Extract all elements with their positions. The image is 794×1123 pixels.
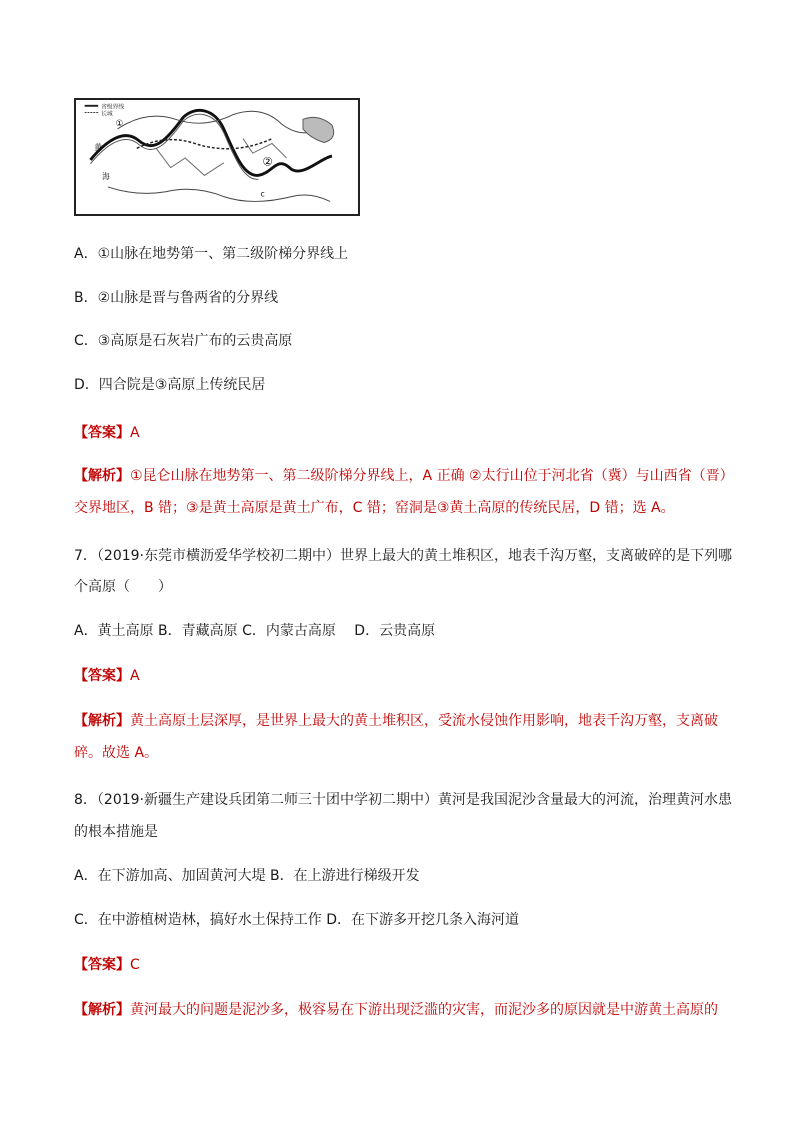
q8-answer xyxy=(74,955,140,975)
answer-tag: 【答案】 xyxy=(74,425,130,441)
legend-wall-label: 长城 xyxy=(101,111,113,118)
answer-tag: 【答案】 xyxy=(74,957,130,973)
q6-answer xyxy=(74,423,140,443)
q7-analysis-line-1 xyxy=(74,711,718,731)
analysis-tag: 【解析】 xyxy=(74,713,130,729)
q8-options-line-1: A．在下游加高、加固黄河大堤 B．在上游进行梯级开发 xyxy=(74,868,420,884)
q7-answer xyxy=(74,666,140,686)
q6-analysis-line-2: 交界地区，B 错；③是黄土高原是黄土广布，C 错；窑洞是③黄土高原的传统民居，D 错；选 A。 xyxy=(74,500,675,516)
map-label-c: c xyxy=(260,189,265,199)
yellow-river-line xyxy=(90,110,332,175)
analysis-text: ①昆仑山脉在地势第一、第二级阶梯分界线上，A 正确 ②太行山位于河北省（冀）与山西省（晋） xyxy=(130,468,734,484)
q7-stem-line-2: 个高原（ ） xyxy=(74,579,172,595)
q6-option-a: A．①山脉在地势第一、第二级阶梯分界线上 xyxy=(74,246,349,262)
shaded-region xyxy=(303,117,334,142)
q6-option-b: B．②山脉是晋与鲁两省的分界线 xyxy=(74,290,279,306)
answer-value: A xyxy=(130,668,140,684)
q6-analysis-line-1 xyxy=(74,466,734,486)
legend-boundary-label: 省级界线 xyxy=(101,104,125,111)
q7-stem-line-1: 7．（2019·东莞市横沥爱华学校初二期中）世界上最大的黄土堆积区，地表千沟万壑，支离破碎的是下列哪 xyxy=(74,548,732,564)
q8-stem-line-1: 8．（2019·新疆生产建设兵团第二师三十团中学初二期中）黄河是我国泥沙含量最大的河流，治理黄河水患 xyxy=(74,792,732,808)
map-drawing xyxy=(76,100,358,214)
q8-stem-line-2: 的根本措施是 xyxy=(74,824,158,840)
answer-tag: 【答案】 xyxy=(74,668,130,684)
q8-options-line-2: C．在中游植树造林，搞好水土保持工作 D．在下游多开挖几条入海河道 xyxy=(74,912,520,928)
analysis-tag: 【解析】 xyxy=(74,468,130,484)
q8-analysis-line-1 xyxy=(74,1000,718,1020)
q7-analysis-line-2: 碎。故选 A。 xyxy=(74,745,159,761)
map-label-hai: 海 xyxy=(102,172,110,182)
q6-option-d: D．四合院是③高原上传统民居 xyxy=(74,377,266,393)
map-label-1: ① xyxy=(115,119,124,130)
answer-value: C xyxy=(130,957,140,973)
analysis-tag: 【解析】 xyxy=(74,1002,130,1018)
q7-options: A．黄土高原 B．青藏高原 C．内蒙古高原 D．云贵高原 xyxy=(74,623,436,639)
province-boundary xyxy=(108,187,330,201)
answer-value: A xyxy=(130,425,140,441)
province-boundary xyxy=(156,148,224,175)
analysis-text: 黄土高原土层深厚，是世界上最大的黄土堆积区，受流水侵蚀作用影响，地表千沟万壑，支离破 xyxy=(130,713,718,729)
map-label-huang: 黄 xyxy=(94,143,103,153)
analysis-text: 黄河最大的问题是泥沙多，极容易在下游出现泛滥的灾害，而泥沙多的原因就是中游黄土高原的 xyxy=(130,1002,718,1018)
map-label-2: ② xyxy=(262,154,273,169)
yellow-river-map xyxy=(74,98,360,216)
q6-option-c: C．③高原是石灰岩广布的云贵高原 xyxy=(74,333,293,349)
